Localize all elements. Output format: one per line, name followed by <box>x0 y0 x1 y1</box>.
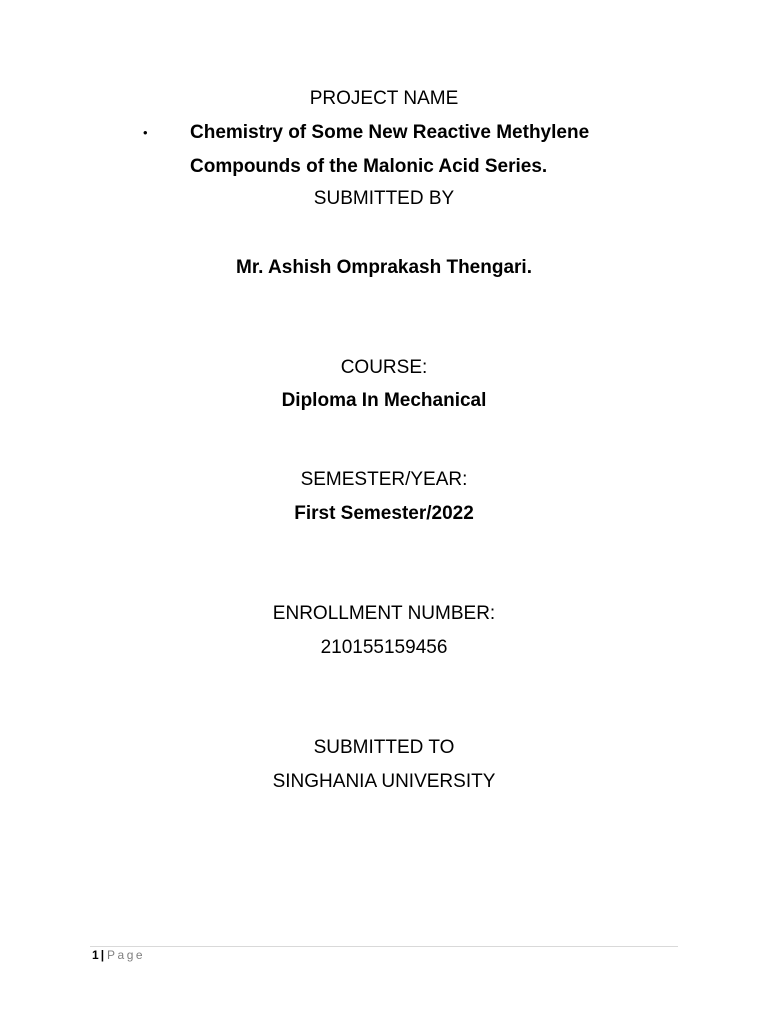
course-label: COURSE: <box>340 357 428 378</box>
student-name: Mr. Ashish Omprakash Thengari. <box>236 257 532 278</box>
university-name: SINGHANIA UNIVERSITY <box>272 771 496 792</box>
course-value: Diploma In Mechanical <box>281 390 487 411</box>
project-title-line-2: Compounds of the Malonic Acid Series. <box>190 156 548 177</box>
enrollment-value: 210155159456 <box>320 637 448 658</box>
submitted-to-label: SUBMITTED TO <box>313 737 455 758</box>
footer-divider <box>90 946 678 947</box>
project-title-line-1: Chemistry of Some New Reactive Methylene <box>190 122 590 143</box>
submitted-by-label: SUBMITTED BY <box>313 188 455 209</box>
footer-separator: | <box>100 948 105 962</box>
project-name-label: PROJECT NAME <box>309 88 459 109</box>
semester-value: First Semester/2022 <box>294 503 474 524</box>
page-footer <box>92 947 145 963</box>
semester-label: SEMESTER/YEAR: <box>300 469 468 490</box>
enrollment-label: ENROLLMENT NUMBER: <box>272 603 496 624</box>
page-word: Page <box>107 948 146 962</box>
bullet-icon: • <box>143 125 148 140</box>
page-number: 1 <box>92 948 99 962</box>
